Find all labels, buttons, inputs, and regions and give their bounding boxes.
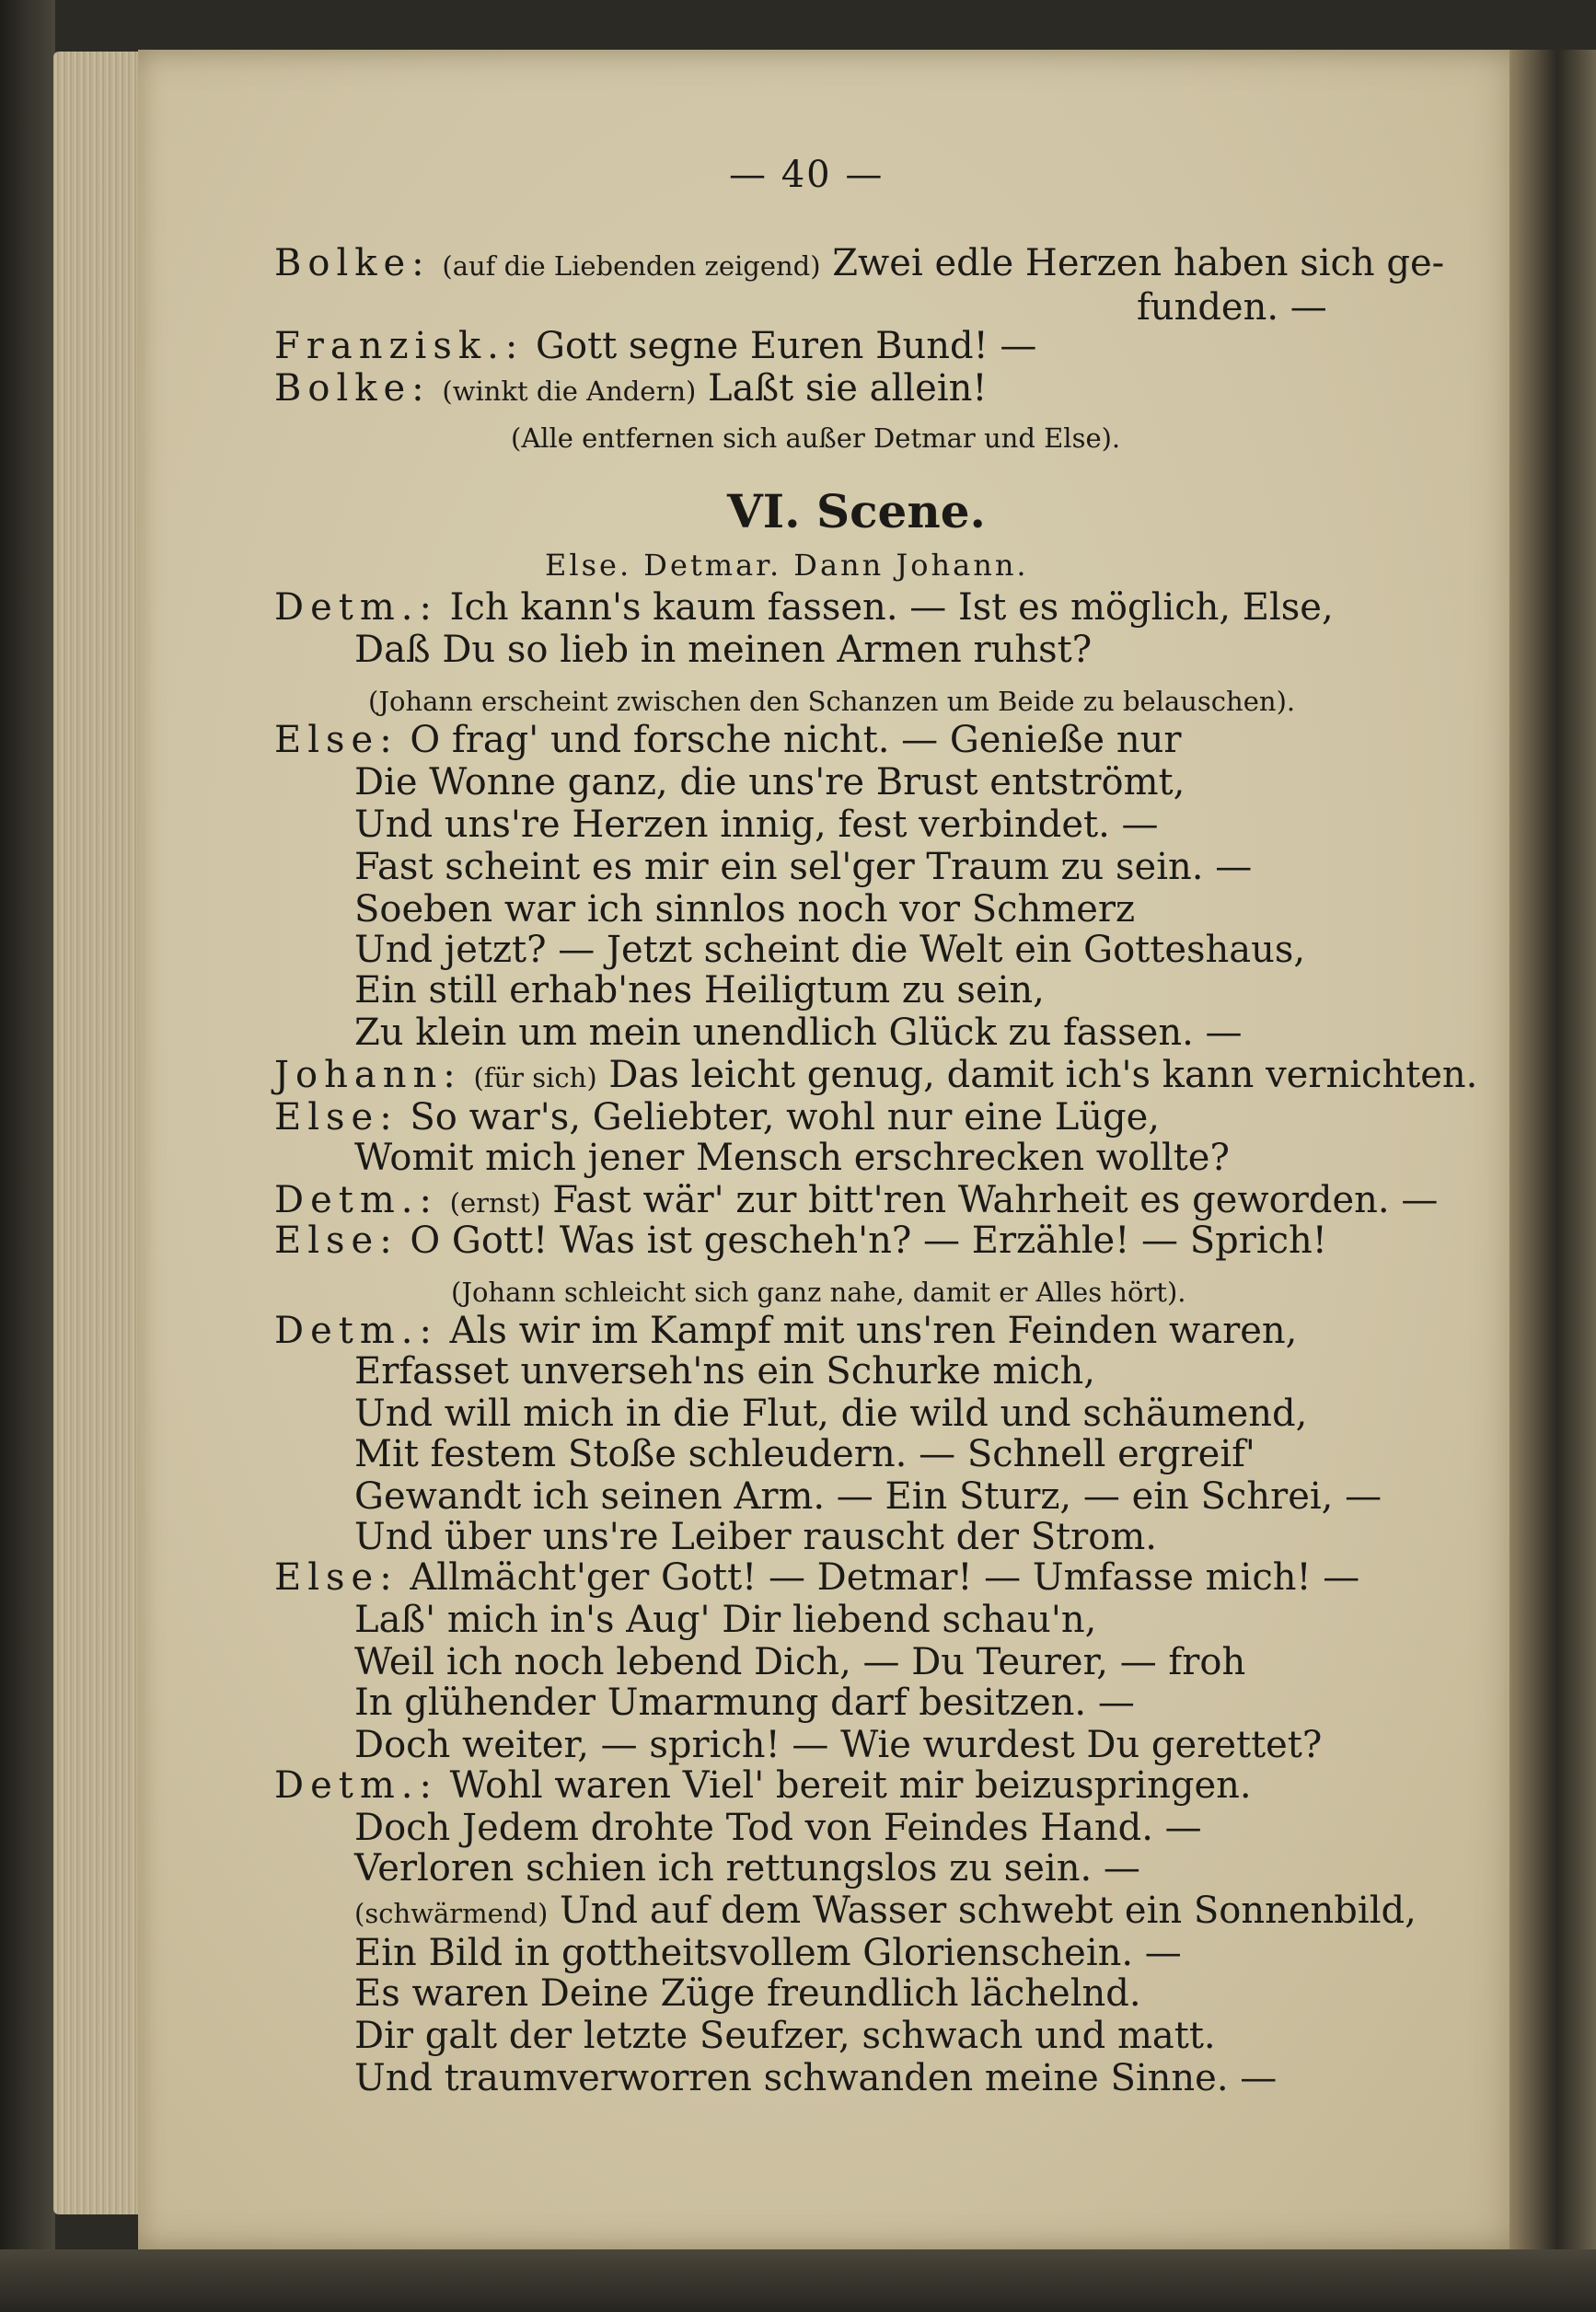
speaker-name: Detm.: (274, 586, 438, 629)
speaker-name: Bolke: (274, 242, 431, 284)
verse-text: Allmächt'ger Gott! — Detmar! — Umfasse mich! — (410, 1556, 1360, 1599)
verse-text: Zu klein um mein unendlich Glück zu fassen. — (354, 1012, 1243, 1054)
verse-text: Ein Bild in gottheitsvollem Glorienschein. — (354, 1932, 1182, 1974)
text-line (274, 718, 1181, 762)
stage-direction: (auf die Liebenden zeigend) (442, 250, 821, 282)
verse-text: O Gott! Was ist gescheh'n? — Erzähle! — Sprich! (410, 1220, 1327, 1262)
verse-text: Doch weiter, — sprich! — Wie wurdest Du gerettet? (354, 1724, 1323, 1766)
verse-text: Und auf dem Wasser schwebt ein Sonnenbild, (560, 1890, 1417, 1932)
speaker-name: Else: (274, 1096, 399, 1139)
book-gutter (1509, 50, 1596, 2249)
verse-text: Womit mich jener Mensch erschrecken wollte? (354, 1137, 1230, 1179)
verse-text: In glühender Umarmung darf besitzen. — (354, 1682, 1135, 1724)
text-line (274, 585, 1334, 630)
text-line (274, 1095, 1160, 1139)
speaker-name: Else: (274, 1556, 399, 1599)
verse-text: Und über uns're Leiber rauscht der Strom. (354, 1516, 1158, 1558)
stage-direction: (schwärmend) (354, 1898, 549, 1929)
verse-text: Soeben war ich sinnlos noch vor Schmerz (354, 888, 1136, 931)
verse-text: funden. — (1137, 286, 1327, 329)
text-line (1137, 285, 1327, 329)
verse-text: Fast wär' zur bitt'ren Wahrheit es geworden. — (552, 1179, 1439, 1221)
text-line (274, 1309, 1297, 1353)
verse-text: Wohl waren Viel' bereit mir beizuspringen. (449, 1764, 1252, 1807)
text-line (274, 366, 987, 413)
verse-text: Das leicht genug, damit ich's kann vernichten. (608, 1054, 1478, 1096)
verse-text: O frag' und forsche nicht. — Genieße nur (410, 719, 1182, 761)
speaker-name: Detm.: (274, 1764, 438, 1807)
stage-direction: (Alle entfernen sich außer Detmar und Else). (511, 422, 1121, 454)
text-line (274, 324, 1036, 368)
verse-text: Und traumverworren schwanden meine Sinne. — (354, 2057, 1278, 2099)
text-line (274, 1219, 1327, 1263)
speaker-name: Else: (274, 1220, 399, 1262)
book-cover-edge (0, 0, 55, 2312)
speaker-name: Johann: (274, 1054, 462, 1096)
stage-direction: (Johann schleicht sich ganz nahe, damit er Alles hört). (451, 1277, 1186, 1308)
verse-text: Und jetzt? — Jetzt scheint die Welt ein Gotteshaus, (354, 929, 1306, 971)
verse-text: Es waren Deine Züge freundlich lächelnd. (354, 1972, 1141, 2015)
text-line (274, 1763, 1252, 1808)
stage-direction: (für sich) (473, 1062, 597, 1093)
verse-text: Gott segne Euren Bund! — (536, 325, 1037, 367)
book-bottom-edge (0, 2249, 1596, 2312)
speaker-name: Bolke: (274, 367, 431, 410)
text-line (274, 1555, 1359, 1600)
verse-text: Die Wonne ganz, die uns're Brust entströmt, (354, 761, 1185, 803)
stage-direction: (winkt die Andern) (442, 376, 697, 407)
verse-text: So war's, Geliebter, wohl nur eine Lüge, (410, 1096, 1161, 1139)
text-line (354, 1889, 1417, 1936)
scene-title: VI. Scene. (727, 484, 986, 538)
verse-text: Als wir im Kampf mit uns'ren Feinden waren, (449, 1310, 1298, 1352)
text-line (274, 1053, 1477, 1100)
verse-text: Mit festem Stoße schleudern. — Schnell ergreif' (354, 1433, 1255, 1475)
text-line (274, 241, 1444, 288)
verse-text: Laß' mich in's Aug' Dir liebend schau'n, (354, 1599, 1097, 1641)
speaker-name: Detm.: (274, 1310, 438, 1352)
verse-text: Erfasset unverseh'ns ein Schurke mich, (354, 1350, 1095, 1393)
stage-direction: (Johann erscheint zwischen den Schanzen um Beide zu belauschen). (368, 686, 1296, 717)
scene-persons: Else. Detmar. Dann Johann. (545, 548, 1029, 583)
speaker-name: Detm.: (274, 1179, 438, 1221)
verse-text: Verloren schien ich rettungslos zu sein. — (354, 1847, 1140, 1890)
verse-text: Gewandt ich seinen Arm. — Ein Sturz, — ein Schrei, — (354, 1475, 1382, 1518)
verse-text: Weil ich noch lebend Dich, — Du Teurer, — froh (354, 1641, 1246, 1683)
verse-text: Dir galt der letzte Seufzer, schwach und matt. (354, 2015, 1216, 2057)
verse-text: Ein still erhab'nes Heiligtum zu sein, (354, 969, 1045, 1012)
stage-direction: (ernst) (449, 1187, 541, 1219)
verse-text: Und uns're Herzen innig, fest verbindet. — (354, 803, 1159, 846)
speaker-name: Franzisk.: (274, 325, 525, 367)
verse-text: Doch Jedem drohte Tod von Feindes Hand. — (354, 1807, 1202, 1849)
speaker-name: Else: (274, 719, 399, 761)
verse-text: Fast scheint es mir ein sel'ger Traum zu sein. — (354, 846, 1253, 888)
page-number: — 40 — (729, 154, 885, 196)
verse-text: Und will mich in die Flut, die wild und schäumend, (354, 1393, 1308, 1435)
verse-text: Daß Du so lieb in meinen Armen ruhst? (354, 629, 1093, 671)
verse-text: Ich kann's kaum fassen. — Ist es möglich, Else, (449, 586, 1334, 629)
verse-text: Zwei edle Herzen haben sich ge- (832, 242, 1445, 284)
verse-text: Laßt sie allein! (708, 367, 988, 410)
